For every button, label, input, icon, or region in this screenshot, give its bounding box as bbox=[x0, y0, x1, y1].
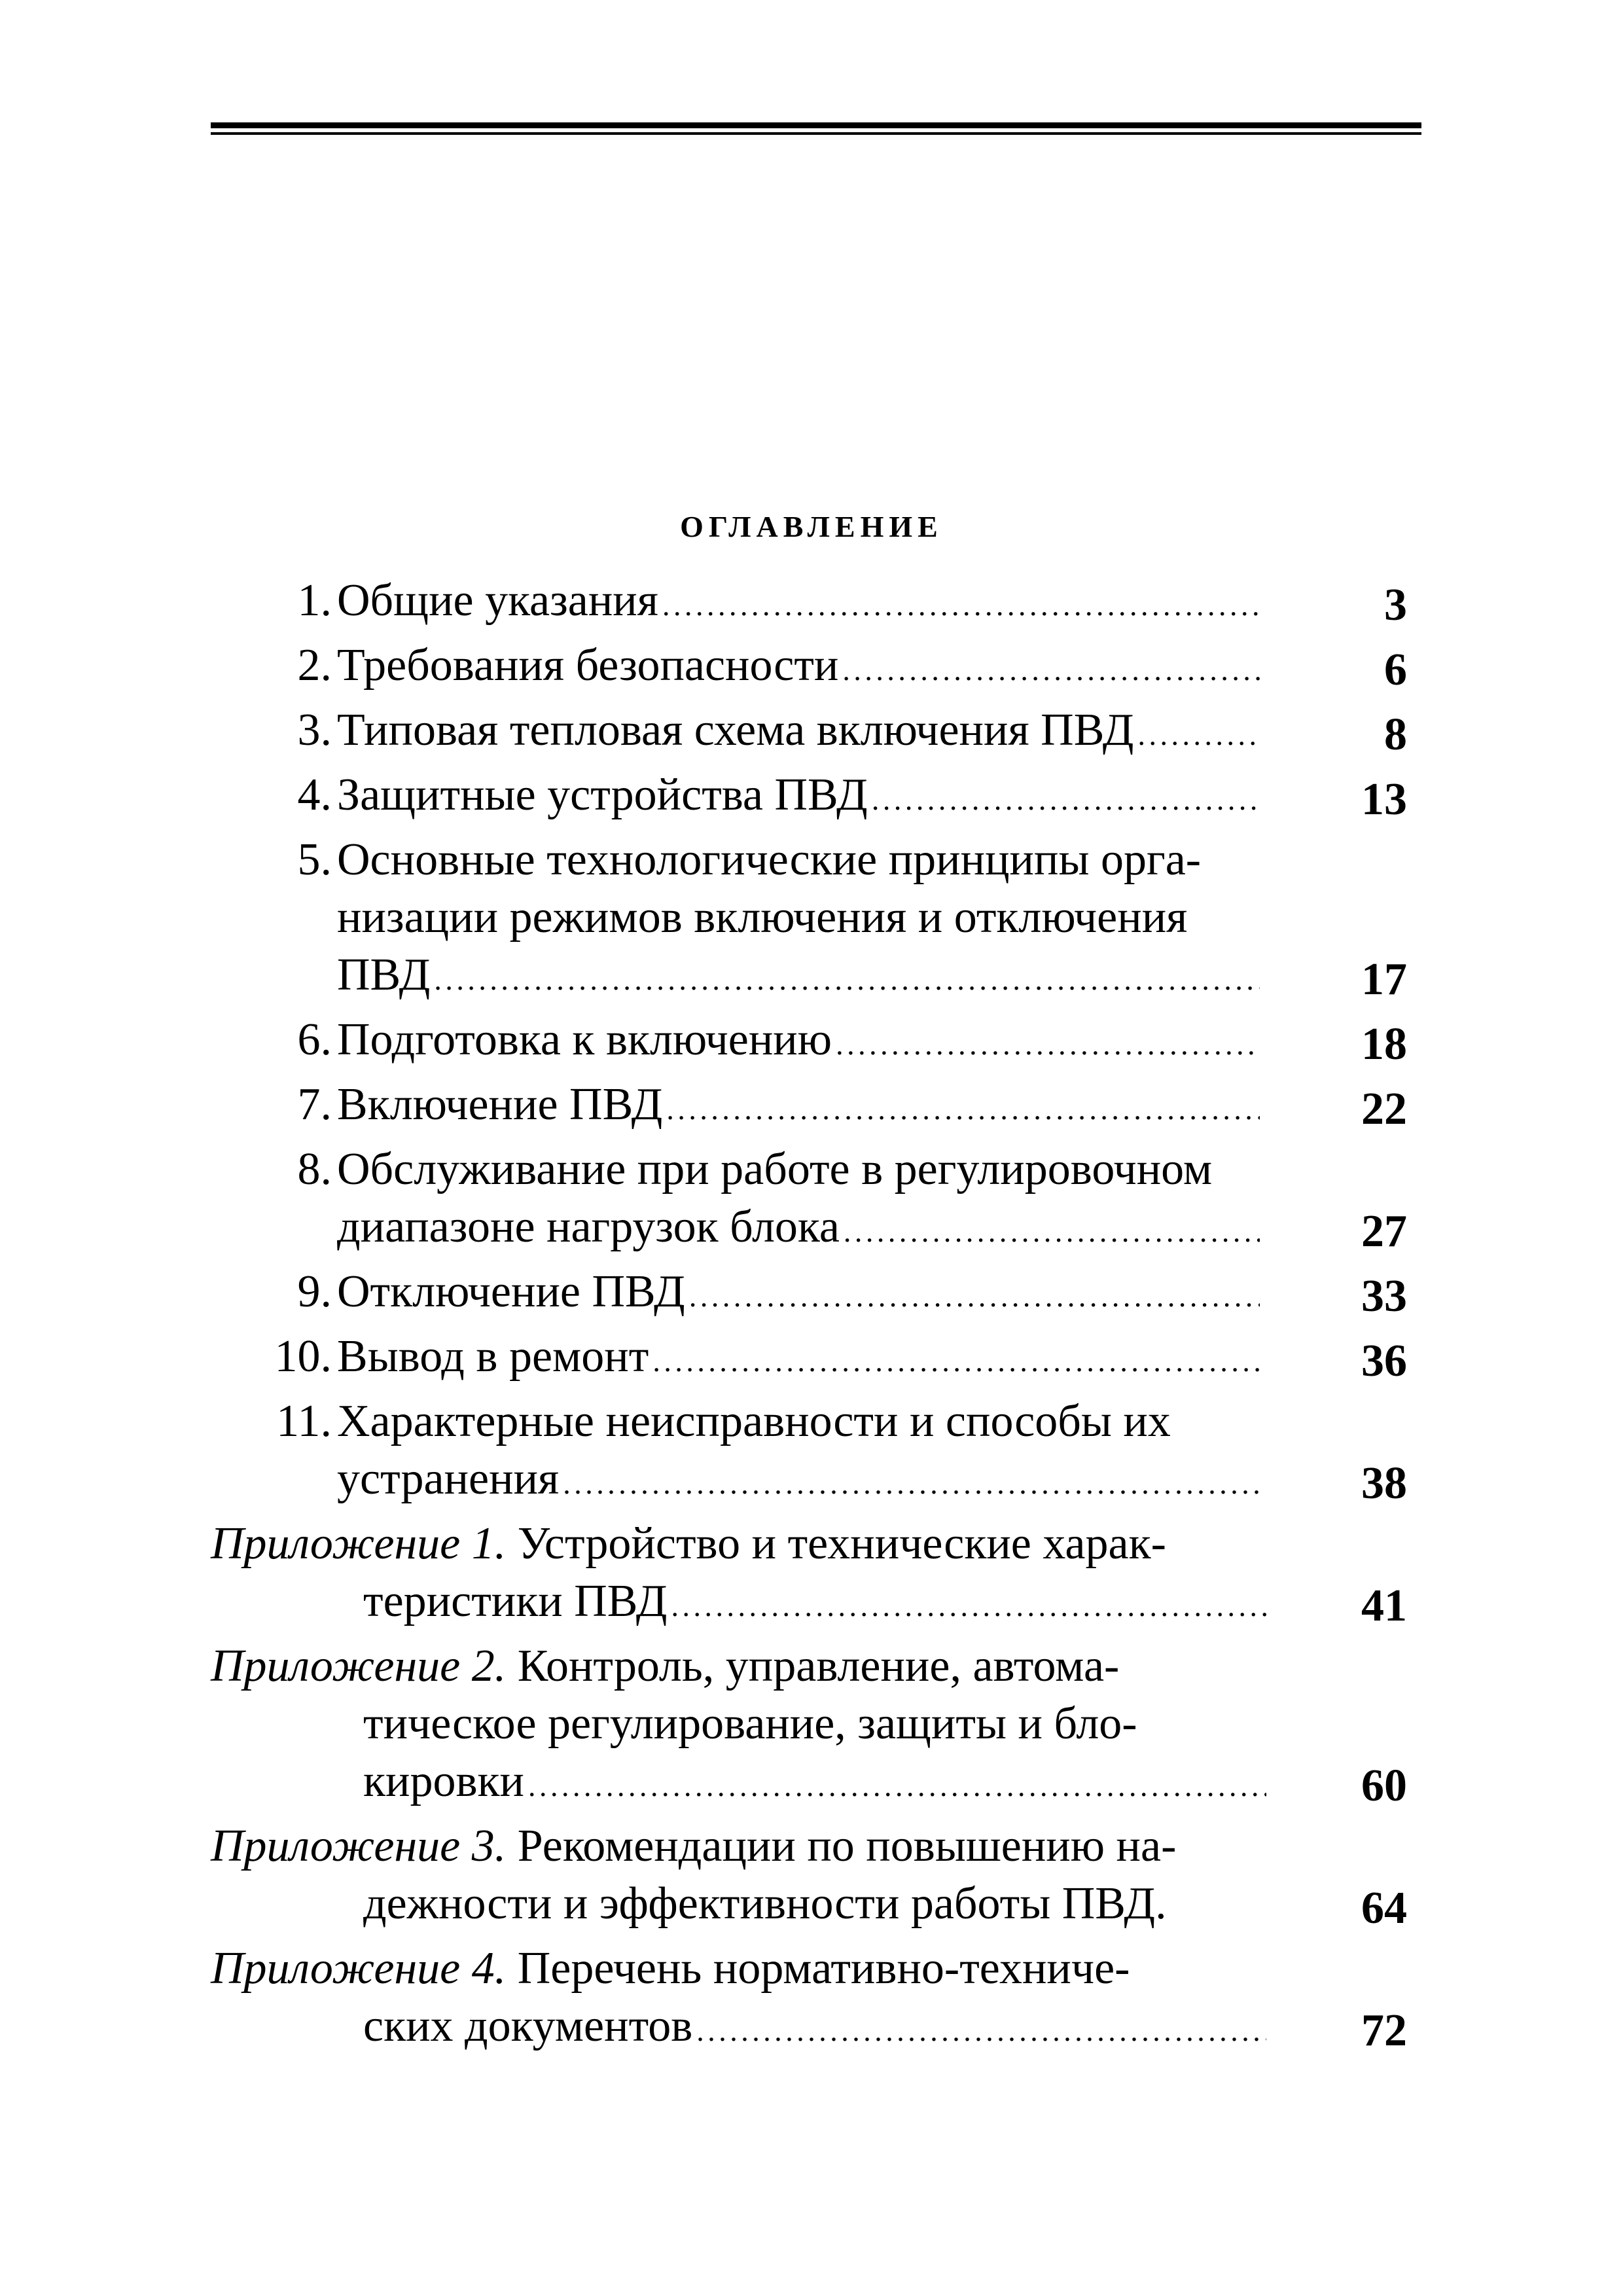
dot-leader bbox=[696, 2002, 1266, 2060]
appendix-title-start: Контроль, управление, автома- bbox=[517, 1641, 1120, 1691]
dot-leader bbox=[842, 641, 1260, 699]
entry-title-last-line bbox=[337, 637, 1260, 699]
appendix-title-last-line bbox=[363, 1573, 1266, 1635]
page-number: 17 bbox=[1361, 954, 1407, 1005]
entry-title bbox=[337, 831, 1260, 1009]
dot-leader bbox=[662, 577, 1260, 634]
page-number: 8 bbox=[1384, 709, 1407, 760]
page-number: 60 bbox=[1361, 1761, 1407, 1811]
toc-entry[interactable] bbox=[0, 1076, 1623, 1138]
appendix-title-rest bbox=[363, 1573, 1266, 1635]
entry-number: 5. bbox=[297, 834, 332, 885]
dot-leader bbox=[671, 1577, 1266, 1635]
entry-title-last-line bbox=[337, 1328, 1260, 1390]
entry-title-last-line bbox=[337, 1011, 1260, 1073]
entry-title-line: Основные технологические принципы орга- bbox=[337, 834, 1202, 885]
appendix-title-rest bbox=[363, 1695, 1266, 1815]
dot-leader bbox=[836, 1016, 1260, 1073]
toc-entry[interactable] bbox=[0, 1263, 1623, 1325]
appendix-title-text: дежности и эффективности работы ПВД. bbox=[363, 1878, 1167, 1929]
appendix-title-start: Рекомендации по повышению на- bbox=[517, 1821, 1177, 1871]
dot-leader bbox=[666, 1081, 1260, 1138]
appendix-title-line: тическое регулирование, защиты и бло- bbox=[363, 1698, 1137, 1749]
entry-title-last-line bbox=[337, 766, 1260, 829]
page-number: 38 bbox=[1361, 1458, 1407, 1509]
page-number: 6 bbox=[1384, 645, 1407, 695]
entry-title-text: диапазоне нагрузок блока bbox=[337, 1202, 840, 1252]
appendix-label: Приложение 2. bbox=[211, 1641, 507, 1691]
entry-title-last-line bbox=[337, 946, 1260, 1009]
entry-title bbox=[337, 1263, 1260, 1325]
entry-title-text: Общие указания bbox=[337, 575, 658, 626]
entry-title-text: Вывод в ремонт bbox=[337, 1331, 649, 1382]
entry-title bbox=[337, 1141, 1260, 1261]
rule-thin-line bbox=[211, 132, 1421, 135]
entry-title-last-line bbox=[337, 1076, 1260, 1138]
toc-entry[interactable] bbox=[0, 766, 1623, 829]
appendix-title-last-line bbox=[363, 1875, 1266, 1937]
entry-number: 10. bbox=[274, 1331, 332, 1382]
rule-thick-line bbox=[211, 122, 1421, 128]
entry-title-line: низации режимов включения и отключения bbox=[337, 892, 1188, 942]
appendix-title-last-line bbox=[363, 1753, 1266, 1815]
entry-title-text: Подготовка к включению bbox=[337, 1014, 832, 1065]
appendix-title-rest bbox=[363, 1998, 1266, 2060]
dot-leader bbox=[563, 1455, 1260, 1513]
entry-title bbox=[337, 1393, 1260, 1513]
page-number: 64 bbox=[1361, 1883, 1407, 1933]
appendix-title-text: ских документов bbox=[363, 2001, 693, 2051]
toc-appendix-entry[interactable] bbox=[0, 1818, 1623, 1937]
toc-appendix-entry[interactable] bbox=[0, 1515, 1623, 1635]
entry-number: 2. bbox=[297, 640, 332, 691]
toc-appendix-entry[interactable] bbox=[0, 1638, 1623, 1815]
appendix-first-line bbox=[211, 1638, 1266, 1695]
entry-title-last-line bbox=[337, 702, 1260, 764]
page-number: 18 bbox=[1361, 1019, 1407, 1069]
page-number: 3 bbox=[1384, 580, 1407, 630]
appendix-first-line bbox=[211, 1940, 1266, 1998]
table-of-contents bbox=[0, 569, 1623, 2060]
appendix-first-line bbox=[211, 1818, 1266, 1875]
dot-leader bbox=[652, 1333, 1260, 1390]
entry-title-last-line bbox=[337, 1450, 1260, 1513]
entry-title-line: Характерные неисправности и способы их bbox=[337, 1396, 1171, 1446]
entry-title bbox=[337, 1076, 1260, 1138]
appendix-label: Приложение 3. bbox=[211, 1821, 507, 1871]
dot-leader bbox=[1137, 706, 1260, 764]
entry-number: 9. bbox=[297, 1266, 332, 1317]
entry-title-text: Типовая тепловая схема включения ПВД bbox=[337, 705, 1134, 755]
toc-entry[interactable] bbox=[0, 1011, 1623, 1073]
page-number: 22 bbox=[1361, 1084, 1407, 1134]
entry-title-text: Включение ПВД bbox=[337, 1079, 663, 1130]
page-number: 13 bbox=[1361, 774, 1407, 825]
entry-title-text: устранения bbox=[337, 1454, 560, 1504]
page-number: 41 bbox=[1361, 1581, 1407, 1631]
appendix-title-rest bbox=[363, 1875, 1266, 1937]
appendix-title-start: Перечень нормативно-техниче- bbox=[517, 1943, 1130, 1994]
entry-title bbox=[337, 702, 1260, 764]
entry-title-text: Отключение ПВД bbox=[337, 1266, 685, 1317]
entry-title-text: Защитные устройства ПВД bbox=[337, 770, 868, 820]
appendix-title-last-line bbox=[363, 1998, 1266, 2060]
dot-leader bbox=[434, 951, 1260, 1009]
entry-title bbox=[337, 1011, 1260, 1073]
toc-entry[interactable] bbox=[0, 702, 1623, 764]
toc-appendix-entry[interactable] bbox=[0, 1940, 1623, 2060]
entry-title-last-line bbox=[337, 1263, 1260, 1325]
dot-leader bbox=[528, 1757, 1266, 1815]
entry-title-text: ПВД bbox=[337, 950, 431, 1000]
entry-title-last-line bbox=[337, 572, 1260, 634]
entry-title-line: Обслуживание при работе в регулировочном bbox=[337, 1144, 1213, 1194]
appendix-label: Приложение 1. bbox=[211, 1518, 507, 1569]
entry-title bbox=[337, 637, 1260, 699]
dot-leader bbox=[689, 1268, 1260, 1325]
toc-heading: ОГЛАВЛЕНИЕ bbox=[680, 510, 943, 543]
entry-number: 1. bbox=[297, 575, 332, 626]
dot-leader bbox=[844, 1203, 1260, 1261]
toc-entry[interactable] bbox=[0, 572, 1623, 634]
appendix-title-text: кировки bbox=[363, 1756, 524, 1806]
entry-number: 11. bbox=[276, 1396, 332, 1446]
toc-entry[interactable] bbox=[0, 1393, 1623, 1513]
entry-number: 4. bbox=[297, 770, 332, 820]
entry-number: 7. bbox=[297, 1079, 332, 1130]
appendix-title-start: Устройство и технические харак- bbox=[517, 1518, 1166, 1569]
entry-title-text: Требования безопасности bbox=[337, 640, 839, 691]
page-number: 33 bbox=[1361, 1271, 1407, 1321]
entry-number: 3. bbox=[297, 705, 332, 755]
toc-entry[interactable] bbox=[0, 1328, 1623, 1390]
dot-leader bbox=[872, 771, 1260, 829]
appendix-title-text: теристики ПВД bbox=[363, 1576, 668, 1626]
page-number: 27 bbox=[1361, 1206, 1407, 1257]
appendix-first-line bbox=[211, 1515, 1266, 1573]
appendix-label: Приложение 4. bbox=[211, 1943, 507, 1994]
toc-entry[interactable] bbox=[0, 1141, 1623, 1261]
page-number: 72 bbox=[1361, 2005, 1407, 2056]
entry-number: 8. bbox=[297, 1144, 332, 1194]
top-double-rule bbox=[211, 122, 1421, 137]
page-number: 36 bbox=[1361, 1336, 1407, 1386]
entry-number: 6. bbox=[297, 1014, 332, 1065]
entry-title bbox=[337, 1328, 1260, 1390]
toc-entry[interactable] bbox=[0, 831, 1623, 1009]
entry-title-last-line bbox=[337, 1198, 1260, 1261]
entry-title bbox=[337, 766, 1260, 829]
entry-title bbox=[337, 572, 1260, 634]
toc-entry[interactable] bbox=[0, 637, 1623, 699]
